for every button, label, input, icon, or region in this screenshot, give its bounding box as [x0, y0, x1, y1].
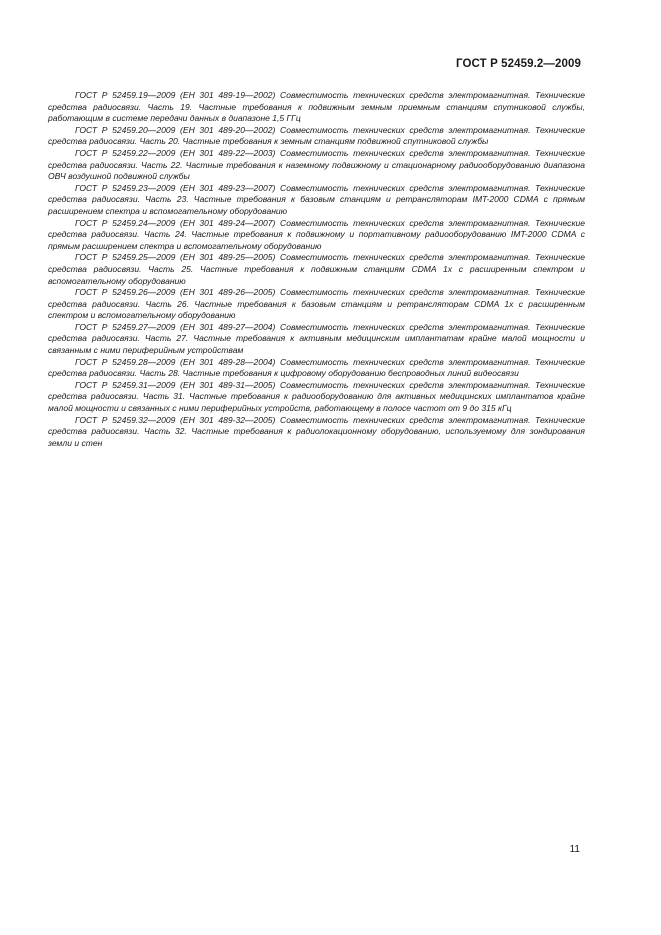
- reference-item: ГОСТ Р 52459.25—2009 (ЕН 301 489-25—2005) Совместимость технических средств электромагнитная. Технические средства радиосвязи. Часть 25. Частные требования к подвижным станциям CDMA 1x с расширенным спектром и вспомогательному оборудованию: [48, 252, 585, 286]
- standard-code-header: ГОСТ Р 52459.2—2009: [456, 58, 581, 70]
- reference-item: ГОСТ Р 52459.32—2009 (ЕН 301 489-32—2005) Совместимость технических средств электромагнитная. Технические средства радиосвязи. Часть 32. Частные требования к радиолокационному оборудованию, используемому для зондирования земли и стен: [48, 414, 585, 448]
- reference-item: ГОСТ Р 52459.19—2009 (ЕН 301 489-19—2002) Совместимость технических средств электромагнитная. Технические средства радиосвязи. Часть 19. Частные требования к подвижным земным приемным станциям спутниковой службы, работающим в системе передачи данных в диапазоне 1,5 ГГц: [48, 90, 585, 124]
- normative-references-list: [48, 90, 585, 449]
- reference-item: ГОСТ Р 52459.27—2009 (ЕН 301 489-27—2004) Совместимость технических средств электромагнитная. Технические средства радиосвязи. Часть 27. Частные требования к активным медицинским имплантатам крайне малой мощности и связанным с ними периферийным устройствам: [48, 321, 585, 356]
- reference-item: ГОСТ Р 52459.23—2009 (ЕН 301 489-23—2007) Совместимость технических средств электромагнитная. Технические средства радиосвязи. Часть 23. Частные требования к базовым станциям и ретрансляторам IMT-2000 CDMA с прямым расширением спектра и вспомогательному оборудованию: [48, 182, 585, 216]
- reference-item: ГОСТ Р 52459.22—2009 (ЕН 301 489-22—2003) Совместимость технических средств электромагнитная. Технические средства радиосвязи. Часть 22. Частные требования к наземному подвижному и стационарному радиооборудованию диапазона ОВЧ воздушной подвижной службы: [48, 147, 585, 182]
- reference-item: ГОСТ Р 52459.28—2009 (ЕН 301 489-28—2004) Совместимость технических средств электромагнитная. Технические средства радиосвязи. Часть 28. Частные требования к цифровому оборудованию беспроводных линий видеосвязи: [48, 356, 585, 379]
- reference-item: ГОСТ Р 52459.31—2009 (ЕН 301 489-31—2005) Совместимость технических средств электромагнитная. Технические средства радиосвязи. Часть 31. Частные требования к радиооборудованию для активных медицинских имплантатов крайне малой мощности и связанных с ними периферийных устройств, работающему в полосе частот от 9 до 315 кГц: [48, 379, 585, 414]
- page-number: 11: [569, 844, 580, 855]
- reference-item: ГОСТ Р 52459.24—2009 (ЕН 301 489-24—2007) Совместимость технических средств электромагнитная. Технические средства радиосвязи. Часть 24. Частные требования к подвижному и портативному радиооборудованию IMT-2000 CDMA с прямым расширением спектра и вспомогательному оборудованию: [48, 217, 585, 251]
- reference-item: ГОСТ Р 52459.26—2009 (ЕН 301 489-26—2005) Совместимость технических средств электромагнитная. Технические средства радиосвязи. Часть 26. Частные требования к базовым станциям и ретрансляторам CDMA 1x с расширенным спектром и вспомогательному оборудованию: [48, 287, 585, 321]
- reference-item: ГОСТ Р 52459.20—2009 (ЕН 301 489-20—2002) Совместимость технических средств электромагнитная. Технические средства радиосвязи. Часть 20. Частные требования к земным станциям подвижной спутниковой службы: [48, 124, 585, 147]
